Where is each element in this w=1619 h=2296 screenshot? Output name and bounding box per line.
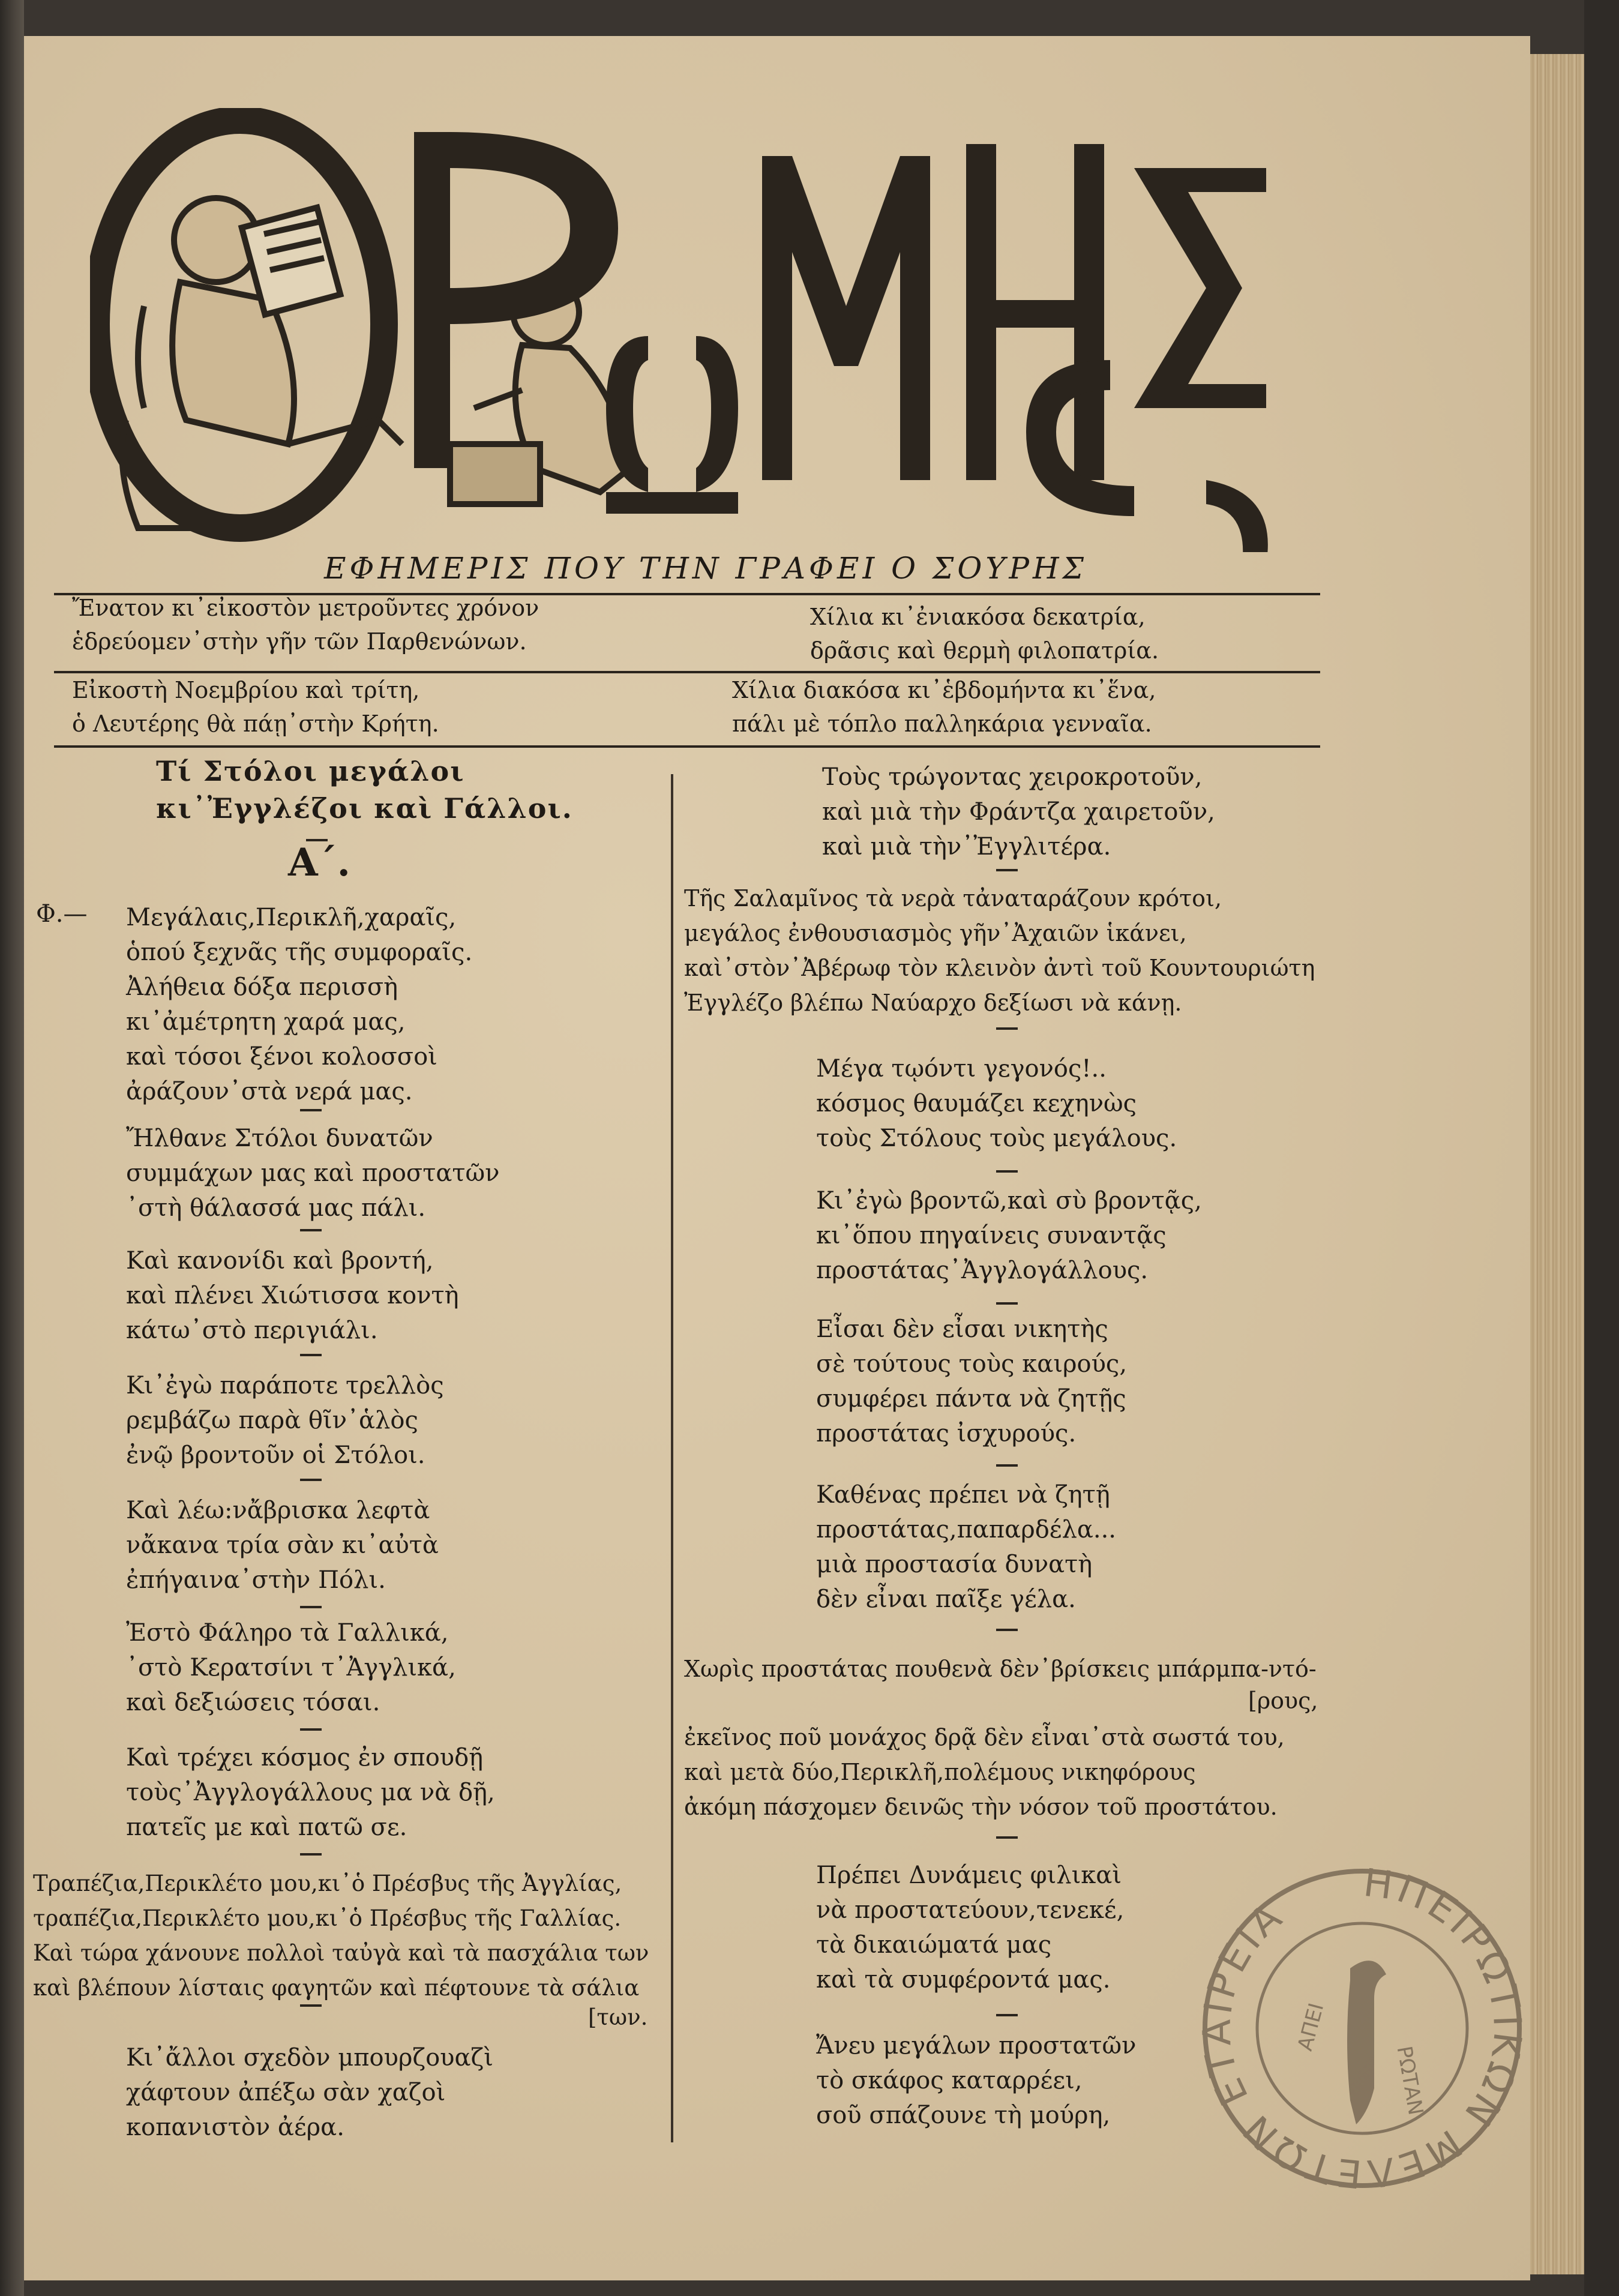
separator-dash — [300, 1229, 322, 1231]
verse-line: καὶ πλένει Χιώτισσα κοντὴ — [126, 1282, 459, 1309]
library-stamp — [1194, 1860, 1530, 2196]
verse-line: Κι᾽ἐγὼ παράποτε τρελλὸς — [126, 1372, 444, 1399]
verse-line: Κι᾽ἄλλοι σχεδὸν μπουρζουαζὶ — [126, 2044, 493, 2072]
verse-line: τὸ σκάφος καταρρέει, — [816, 2067, 1083, 2094]
verse-line: δὲν εἶναι παῖξε γέλα. — [816, 1585, 1076, 1613]
stanza — [822, 760, 1215, 864]
verse-line: χάφτουν ἀπέξω σὰν χαζοὶ — [126, 2079, 446, 2106]
stanza — [816, 1051, 1177, 1156]
long-verse-block — [684, 1651, 1317, 1824]
stanza — [126, 1368, 444, 1473]
verse-line: Ἐστὸ Φάληρο τὰ Γαλλικά, — [126, 1619, 449, 1647]
verse-tail: [ρους, — [1248, 1687, 1318, 1714]
verse-gap — [684, 1686, 1317, 1720]
separator-dash — [996, 1836, 1018, 1839]
verse-line: τὰ δικαιώματά μας — [816, 1931, 1052, 1959]
verse-line: καὶ δεξιώσεις τόσαι. — [126, 1689, 380, 1716]
separator-dash — [300, 1606, 322, 1608]
verse-line: συμμάχων μας καὶ προστατῶν — [126, 1159, 500, 1187]
stanza — [126, 1121, 499, 1225]
stamp-inner-top: ΑΠΕΙ — [1293, 2000, 1329, 2054]
verse-line: κι᾽ἀμέτρητη χαρά μας, — [126, 1008, 406, 1036]
stanza — [126, 1740, 495, 1845]
separator-dash — [300, 1853, 322, 1856]
verse-line: ἐκεῖνος ποῦ μονάχος δρᾷ δὲν εἶναι᾽στὰ σωστά του, — [684, 1724, 1285, 1751]
verse-line: μεγάλος ἐνθουσιασμὸς γῆν᾽Ἀχαιῶν ἱκάνει, — [684, 920, 1187, 946]
separator-dash — [996, 1629, 1018, 1631]
verse-line: συμφέρει πάντα νὰ ζητῇς — [816, 1385, 1126, 1413]
separator-dash — [996, 1302, 1018, 1305]
verse-line: σὲ τούτους τοὺς καιρούς, — [816, 1350, 1128, 1378]
verse-line: Τῆς Σαλαμῖνος τὰ νερὰ τἀναταράζουν κρότοι, — [684, 885, 1222, 912]
long-verse-block — [33, 1866, 649, 2006]
separator-dash — [996, 1464, 1018, 1467]
verse-line: πατεῖς με καὶ πατῶ σε. — [126, 1814, 407, 1841]
verse-line: Εἶσαι δὲν εἶσαι νικητὴς — [816, 1315, 1108, 1343]
stamp-ring-text: ΗΠΕΙΡΩΤΙΚΩΝ ΜΕΛΕΤΩΝ ΕΤΑΙΡΕΙΑ — [1195, 1860, 1530, 2196]
header-line: Εἰκοστὴ Νοεμβρίου καὶ τρίτη, — [72, 677, 420, 703]
header-left-top — [72, 591, 539, 658]
article-title-line-1: Τί Στόλοι μεγάλοι — [156, 755, 465, 787]
verse-line: Καὶ τώρα χάνουνε πολλοὶ ταὐγὰ καὶ τὰ πασχάλια των — [33, 1940, 649, 1966]
header-line: Ἔνατον κι᾽εἰκοστὸν μετροῦντες χρόνον — [72, 595, 539, 621]
separator-dash — [300, 2004, 322, 2007]
stamp-bird-icon — [1347, 1961, 1386, 2124]
separator-dash — [300, 1479, 322, 1481]
stanza — [126, 1615, 456, 1720]
book-cover-left — [0, 0, 24, 2296]
verse-line: Καὶ λέω:νἄβρισκα λεφτὰ — [126, 1497, 430, 1524]
verse-line: καὶ μιὰ τὴν Φράντζα χαιρετοῦν, — [822, 798, 1215, 826]
verse-line: καὶ μιὰ τὴν᾽Ἐγγλιτέρα. — [822, 833, 1111, 861]
section-number: Α΄. — [288, 840, 350, 885]
stanza — [816, 1183, 1202, 1288]
masthead — [90, 108, 1290, 552]
verse-line: ᾽στὸ Κερατσίνι τ᾽Ἀγγλικά, — [126, 1654, 456, 1681]
stanza — [126, 900, 472, 1109]
verse-line: Μέγα τῳόντι γεγονός!.. — [816, 1055, 1107, 1083]
verse-line: τοὺς Στόλους τοὺς μεγάλους. — [816, 1125, 1177, 1152]
verse-line: Ἐγγλέζο βλέπω Ναύαρχο δεξίωσι νὰ κάνῃ. — [684, 990, 1182, 1016]
verse-line: ἐνῷ βροντοῦν οἱ Στόλοι. — [126, 1441, 425, 1469]
stanza — [816, 1477, 1116, 1617]
verse-line: Τοὺς τρώγοντας χειροκροτοῦν, — [822, 763, 1203, 791]
header-line: ὁ Λευτέρης θὰ πάῃ᾽στὴν Κρήτη. — [72, 711, 439, 737]
stanza — [816, 2028, 1136, 2133]
separator-dash — [996, 2014, 1018, 2016]
page-edges — [1530, 54, 1584, 2274]
verse-line: τοὺς᾽Ἀγγλογάλλους μα νὰ δῇ, — [126, 1779, 495, 1806]
verse-line: κι᾽ὅπου πηγαίνεις συναντᾷς — [816, 1222, 1167, 1249]
separator-dash — [996, 1170, 1018, 1173]
verse-line: Καὶ τρέχει κόσμος ἐν σπουδῇ — [126, 1744, 484, 1772]
verse-line: προστάτας ἰσχυρούς. — [816, 1420, 1077, 1447]
verse-line: Ἄνευ μεγάλων προστατῶν — [816, 2032, 1137, 2060]
verse-line: Ἤλθανε Στόλοι δυνατῶν — [126, 1125, 433, 1152]
book-cover-right — [1584, 0, 1619, 2296]
header-right-top — [810, 600, 1159, 667]
verse-line: κόσμος θαυμάζει κεχηνὼς — [816, 1090, 1137, 1117]
separator-dash — [300, 1354, 322, 1356]
verse-tail: [των. — [588, 2004, 648, 2030]
long-verse-block — [684, 881, 1315, 1020]
verse-line: καὶ τὰ συμφέροντά μας. — [816, 1966, 1111, 1994]
header-line: ἑδρεύομεν᾽στὴν γῆν τῶν Παρθενώνων. — [72, 628, 527, 655]
verse-line: Μεγάλαις,Περικλῆ,χαραῖς, — [126, 904, 457, 931]
verse-line: ἀράζουν᾽στὰ νερά μας. — [126, 1078, 413, 1105]
column-divider — [671, 774, 673, 2142]
verse-line: σοῦ σπάζουνε τὴ μούρη, — [816, 2102, 1111, 2129]
stanza — [126, 1493, 439, 1597]
verse-line: Χωρὶς προστάτας πουθενὰ δὲν᾽βρίσκεις μπάρμπα-ντό- — [684, 1656, 1317, 1682]
verse-line: καὶ τόσοι ξένοι κολοσσοὶ — [126, 1043, 437, 1071]
masthead-subtitle: ΕΦΗΜΕΡΙΣ ΠΟΥ ΤΗΝ ΓΡΑΦΕΙ Ο ΣΟΥΡΗΣ — [324, 551, 1087, 586]
verse-line: Καθένας πρέπει νὰ ζητῇ — [816, 1481, 1110, 1509]
verse-line: ὁπού ξεχνᾶς τῆς συμφοραῖς. — [126, 939, 473, 966]
verse-line: μιὰ προστασία δυνατὴ — [816, 1551, 1093, 1578]
stanza — [816, 1312, 1127, 1451]
verse-line: κοπανιστὸν ἀέρα. — [126, 2114, 344, 2141]
verse-line: ἀκόμη πάσχομεν δεινῶς τὴν νόσον τοῦ προστάτου. — [684, 1794, 1278, 1820]
verse-line: νὰ προστατεύουν,τενεκέ, — [816, 1896, 1125, 1924]
verse-line: Ἀλήθεια δόξα περισσὴ — [126, 973, 398, 1001]
verse-line: καὶ μετὰ δύο,Περικλῆ,πολέμους νικηφόρους — [684, 1759, 1196, 1785]
verse-line: καὶ βλέπουν λίσταις φαγητῶν καὶ πέφτουνε τὰ σάλια — [33, 1975, 640, 2001]
verse-line: τραπέζια,Περικλέτο μου,κι᾽ὁ Πρέσβυς τῆς Γαλλίας. — [33, 1905, 622, 1931]
stamp-inner-right: ΡΩΤΑΝ — [1392, 2044, 1428, 2117]
separator-dash — [300, 1728, 322, 1731]
header-line: Χίλια κι᾽ἐνιακόσα δεκατρία, — [810, 604, 1146, 630]
speaker-label: Φ.— — [36, 900, 88, 928]
stanza — [126, 1243, 459, 1348]
verse-line: καὶ᾽στὸν᾽Ἀβέρωφ τὸν κλεινὸν ἀντὶ τοῦ Κουντουριώτη — [684, 955, 1315, 981]
header-right-bottom — [732, 673, 1156, 741]
verse-line: ρεμβάζω παρὰ θῖν᾽ἁλὸς — [126, 1407, 418, 1434]
verse-line: προστάτας,παπαρδέλα... — [816, 1516, 1117, 1543]
verse-line: Πρέπει Δυνάμεις φιλικαὶ — [816, 1862, 1122, 1889]
verse-line: ἐπήγαινα᾽στὴν Πόλι. — [126, 1566, 386, 1594]
header-left-bottom — [72, 673, 439, 741]
header-rule-bottom — [54, 745, 1320, 748]
header-line: Χίλια διακόσα κι᾽ἑβδομήντα κι᾽ἕνα, — [732, 677, 1156, 703]
header-line: δρᾶσις καὶ θερμὴ φιλοπατρία. — [810, 637, 1159, 664]
verse-line: νἄκανα τρία σὰν κι᾽αὐτὰ — [126, 1531, 439, 1559]
verse-line: Τραπέζια,Περικλέτο μου,κι᾽ὁ Πρέσβυς τῆς Ἀγγλίας, — [33, 1871, 622, 1896]
header-line: πάλι μὲ τόπλο παλληκάρια γενναῖα. — [732, 711, 1152, 737]
verse-line: Καὶ κανονίδι καὶ βροντή, — [126, 1247, 434, 1275]
separator-dash — [300, 1109, 322, 1111]
verse-line: κάτω᾽στὸ περιγιάλι. — [126, 1317, 378, 1344]
separator-dash — [996, 1027, 1018, 1030]
masthead-logo — [90, 108, 1290, 552]
verse-line: Κι᾽ἐγὼ βροντῶ,καὶ σὺ βροντᾷς, — [816, 1187, 1202, 1215]
article-title-line-2: κι᾽Ἐγγλέζοι καὶ Γάλλοι. — [156, 792, 573, 825]
verse-line: ᾽στὴ θάλασσά μας πάλι. — [126, 1194, 426, 1222]
separator-dash — [996, 869, 1018, 871]
verse-line: προστάτας᾽Ἀγγλογάλλους. — [816, 1257, 1149, 1284]
stanza — [816, 1858, 1124, 1997]
stanza — [126, 2040, 493, 2145]
